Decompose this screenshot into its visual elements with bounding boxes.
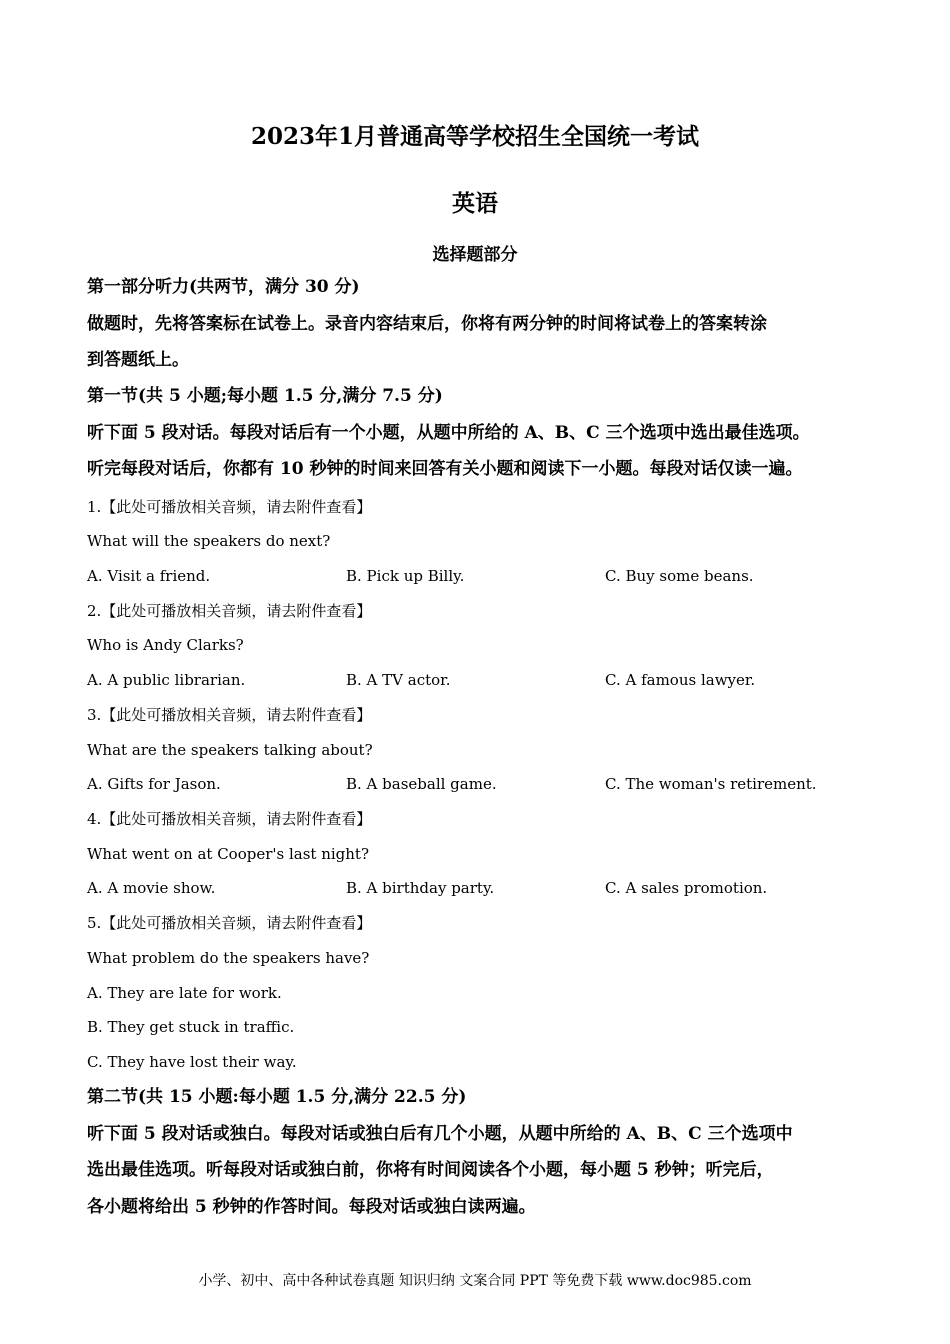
option-c-2: C. A famous lawyer. bbox=[605, 671, 756, 689]
section1-heading: 第一节(共 5 小题;每小题 1.5 分,满分 7.5 分) bbox=[87, 386, 443, 406]
audio-placeholder-5[interactable]: 5.【此处可播放相关音频，请去附件查看】 bbox=[87, 914, 372, 932]
option-b-2: B. A TV actor. bbox=[346, 671, 451, 689]
question-text-5: What problem do the speakers have? bbox=[87, 949, 370, 967]
option-b-5: B. They get stuck in traffic. bbox=[87, 1018, 295, 1036]
part1-heading: 第一部分听力(共两节，满分 30 分) bbox=[87, 277, 360, 297]
option-a-4: A. A movie show. bbox=[87, 879, 216, 897]
section2-heading: 第二节(共 15 小题:每小题 1.5 分,满分 22.5 分) bbox=[87, 1087, 467, 1107]
option-c-1: C. Buy some beans. bbox=[605, 567, 754, 585]
section-title: 选择题部分 bbox=[432, 245, 518, 265]
section2-instruction-line1: 听下面 5 段对话或独白。每段对话或独白后有几个小题，从题中所给的 A、B、C 三个选项中 bbox=[87, 1124, 793, 1144]
question-text-4: What went on at Cooper's last night? bbox=[87, 845, 369, 863]
page-footer: 小学、初中、高中各种试卷真题 知识归纳 文案合同 PPT 等免费下载 www.doc985.com bbox=[198, 1273, 752, 1289]
audio-placeholder-2[interactable]: 2.【此处可播放相关音频，请去附件查看】 bbox=[87, 602, 372, 620]
audio-placeholder-3[interactable]: 3.【此处可播放相关音频，请去附件查看】 bbox=[87, 706, 372, 724]
audio-placeholder-1[interactable]: 1.【此处可播放相关音频，请去附件查看】 bbox=[87, 498, 372, 516]
section1-instruction-line1: 听下面 5 段对话。每段对话后有一个小题，从题中所给的 A、B、C 三个选项中选出最佳选项。 bbox=[87, 423, 810, 443]
section2-instruction-line3: 各小题将给出 5 秒钟的作答时间。每段对话或独白读两遍。 bbox=[87, 1197, 536, 1217]
section2-instruction-line2: 选出最佳选项。听每段对话或独白前，你将有时间阅读各个小题，每小题 5 秒钟；听完后， bbox=[87, 1160, 774, 1180]
question-text-1: What will the speakers do next? bbox=[87, 532, 331, 550]
option-c-4: C. A sales promotion. bbox=[605, 879, 768, 897]
question-text-3: What are the speakers talking about? bbox=[87, 741, 373, 759]
option-c-3: C. The woman's retirement. bbox=[605, 775, 817, 793]
option-a-2: A. A public librarian. bbox=[87, 671, 246, 689]
section1-instruction-line2: 听完每段对话后，你都有 10 秒钟的时间来回答有关小题和阅读下一小题。每段对话仅读一遍。 bbox=[87, 459, 803, 479]
option-b-1: B. Pick up Billy. bbox=[346, 567, 465, 585]
option-b-3: B. A baseball game. bbox=[346, 775, 497, 793]
subject-title: 英语 bbox=[452, 190, 498, 217]
exam-title: 2023年1月普通高等学校招生全国统一考试 bbox=[250, 123, 700, 150]
part1-instruction-line1: 做题时，先将答案标在试卷上。录音内容结束后，你将有两分钟的时间将试卷上的答案转涂 bbox=[87, 314, 767, 334]
option-a-5: A. They are late for work. bbox=[87, 984, 282, 1002]
option-b-4: B. A birthday party. bbox=[346, 879, 495, 897]
option-a-3: A. Gifts for Jason. bbox=[87, 775, 221, 793]
part1-instruction-line2: 到答题纸上。 bbox=[87, 350, 189, 370]
option-c-5: C. They have lost their way. bbox=[87, 1053, 297, 1071]
option-a-1: A. Visit a friend. bbox=[87, 567, 211, 585]
question-text-2: Who is Andy Clarks? bbox=[87, 636, 244, 654]
audio-placeholder-4[interactable]: 4.【此处可播放相关音频，请去附件查看】 bbox=[87, 810, 372, 828]
